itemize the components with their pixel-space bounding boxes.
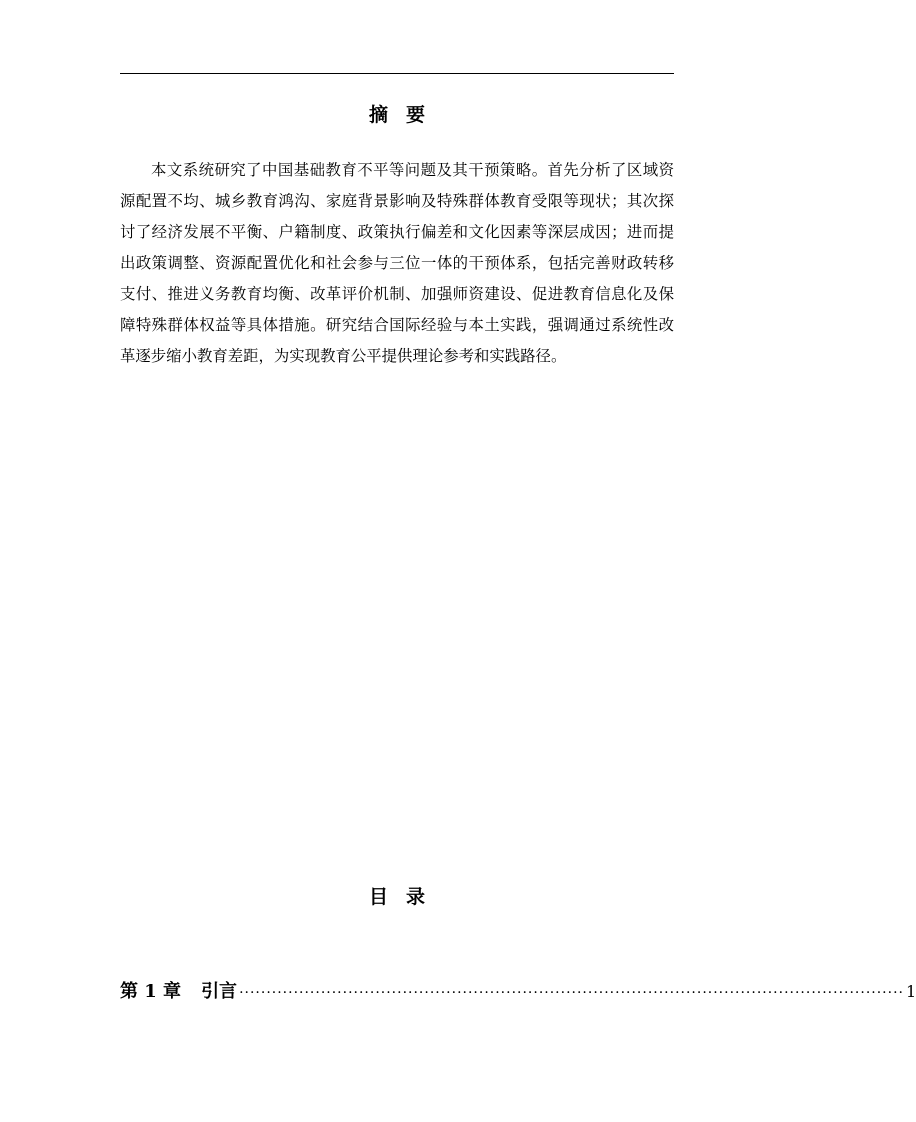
toc-dot-leader: ·························································································································· — [239, 985, 904, 1001]
toc-chapter-number: 第 1 章 — [120, 981, 182, 1002]
abstract-body: 本文系统研究了中国基础教育不平等问题及其干预策略。首先分析了区域资源配置不均、城乡教育鸿沟、家庭背景影响及特殊群体教育受限等现状；其次探讨了经济发展不平衡、户籍制度、政策执行偏差和文化因素等深层成因；进而提出政策调整、资源配置优化和社会参与三位一体的干预体系，包括完善财政转移支付、推进义务教育均衡、改革评价机制、加强师资建设、促进教育信息化及保障特殊群体权益等具体措施。研究结合国际经验与本土实践，强调通过系统性改革逐步缩小教育差距，为实现教育公平提供理论参考和实践路径。 — [120, 161, 674, 365]
toc-title: 目录 — [368, 886, 443, 908]
toc-entry-chapter-1[interactable] — [120, 979, 916, 1006]
abstract-title: 摘要 — [368, 104, 443, 126]
header-rule — [120, 73, 674, 74]
toc-chapter-heading: 引言 — [201, 981, 238, 1002]
toc-page-number: 1 — [906, 982, 916, 1001]
